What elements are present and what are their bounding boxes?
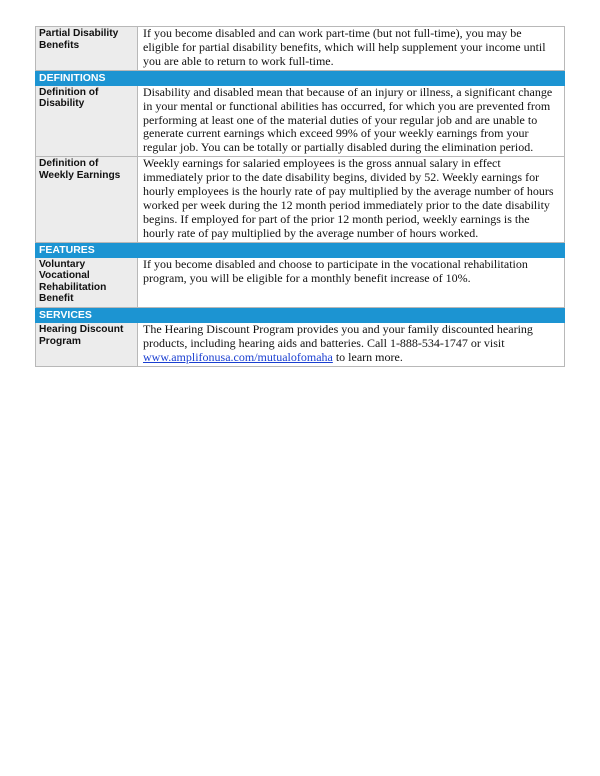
- table-row: [36, 323, 565, 367]
- row-label: Partial Disability Benefits: [36, 27, 138, 71]
- row-text: [138, 323, 565, 367]
- row-label: Hearing Discount Program: [36, 323, 138, 367]
- table-row: [36, 27, 565, 71]
- benefits-table: [35, 26, 565, 367]
- row-text: If you become disabled and choose to participate in the vocational rehabilitation program, you will be eligible for a monthly benefit increase of 10%.: [138, 257, 565, 307]
- section-header-features: [36, 242, 565, 257]
- section-header-definitions: [36, 70, 565, 85]
- row-label: Voluntary Vocational Rehabilitation Benefit: [36, 257, 138, 307]
- table-row: [36, 257, 565, 307]
- row-text: If you become disabled and can work part-time (but not full-time), you may be eligible for partial disability benefits, which will help supplement your income until you are able to return to work full-time.: [138, 27, 565, 71]
- row-text: Disability and disabled mean that because of an injury or illness, a significant change in your mental or functional abilities has occurred, for which you are prevented from performing at least one of the material duties of your regular job and are unable to generate current earnings which exceed 99% of your weekly earnings from your regular job. You can be totally or partially disabled during the elimination period.: [138, 85, 565, 157]
- amplifon-link[interactable]: www.amplifonusa.com/mutualofomaha: [143, 349, 333, 364]
- table-row: [36, 157, 565, 242]
- section-title: SERVICES: [36, 308, 565, 323]
- text-after-link: to learn more.: [332, 349, 403, 364]
- row-label: Definition of Disability: [36, 85, 138, 157]
- section-header-services: [36, 308, 565, 323]
- text-before-link: The Hearing Discount Program provides you and your family discounted hearing products, including hearing aids and batteries. Call 1-888-534-1747 or visit: [143, 322, 533, 350]
- row-text: Weekly earnings for salaried employees is the gross annual salary in effect immediately prior to the date disability begins, divided by 52. Weekly earnings for hourly employees is the hourly rate of pay multiplied by the average number of hours worked per week during the 12 month period immediately prior to the date disability begins. If employed for part of the prior 12 month period, weekly earnings is the hourly rate of pay multiplied by the average number of hours worked.: [138, 157, 565, 242]
- table-row: [36, 85, 565, 157]
- row-label: Definition of Weekly Earnings: [36, 157, 138, 242]
- section-title: DEFINITIONS: [36, 70, 565, 85]
- section-title: FEATURES: [36, 242, 565, 257]
